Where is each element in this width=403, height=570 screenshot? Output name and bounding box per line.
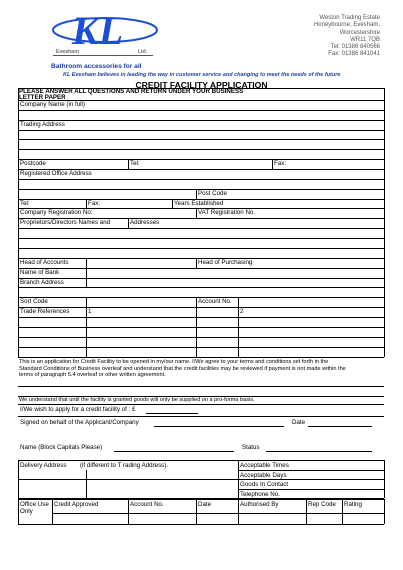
status-line[interactable] [266,451,372,452]
sort-code-label: Sort Code [20,298,48,305]
telephone-no-label: Telephone No. [240,491,280,498]
terms-line: terms of paragraph 5.4 overleaf or other written agreement. [19,372,166,379]
instruction-line-2: LETTER PAPER [19,94,66,101]
form-title: CREDIT FACILITY APPLICATION [135,80,268,90]
company-name-label: Company Name (in full) [20,101,85,108]
office-use-only-label: Only [20,508,33,515]
fax-label-2: Fax: [88,200,101,207]
trading-address-label: Trading Address [20,121,65,128]
credit-wish-label: I/We wish to apply for a credit facility of : £ [20,406,136,413]
trade-ref-2: 2 [240,308,244,315]
head-of-purchasing-label: Head of Purchasing [198,259,253,266]
logo-text: KL [72,8,124,53]
date-line[interactable] [308,426,372,427]
terms-line: This is an application for Credit Facility to be opened in my/our name. I/We agree to your terms and conditions set forth in the [19,359,329,365]
company-reg-label: Company Registration No: [20,209,93,216]
acceptable-times-label: Acceptable Times [240,462,289,469]
goods-in-contact-label: Goods In Contact [240,481,289,488]
address-line: Honeybourne, Evesham, [313,22,380,29]
name-block-label: Name (Block Capitals Please) [20,444,103,451]
terms-line: Standard Conditions of Business overleaf and understand that the credit facilities may be reviewed if payment is not made within the [19,365,346,372]
proprietors-label: Proprietors/Directors Names and [20,219,111,226]
rep-code-label: Rep Code [308,501,336,508]
address-line: Worcestershire [339,29,380,36]
instruction-line-1: PLEASE ANSWER ALL QUESTIONS AND RETURN UNDER YOUR BUSINESS [19,88,244,95]
subtagline: KL Evesham believes in leading the way in customer service and changing to meet the needs of the future [63,72,341,78]
vat-reg-label: VAT Registration No. [198,209,256,216]
post-code-label: Post Code [198,190,227,197]
credit-approved-label: Credit Approved [54,501,99,508]
trade-references-label: Trade References [20,308,70,315]
address-line: Fax: 01386 841041 [328,51,380,58]
tel-label-2: Tel: [20,200,30,207]
fax-label: Fax: [274,160,287,167]
addresses-label: Addresses [130,219,160,226]
pro-forma-text: We understand that until the facility is granted goods will only be supplied on a pro-forma basis. [19,397,255,403]
if-different-label: (if different to T rading Address). [80,462,169,469]
postcode-label: Postcode [20,160,46,167]
tagline: Bathroom accessories for all [51,63,142,70]
name-line[interactable] [114,451,234,452]
tel-label: Tel: [130,160,140,167]
delivery-address-label: Delivery Address [20,462,67,469]
office-date-label: Date [198,501,212,508]
date-label: Date [292,419,306,426]
name-of-bank-label: Name of Bank [20,269,60,276]
head-of-accounts-label: Head of Accounts [20,259,69,266]
acceptable-days-label: Acceptable Days [240,472,287,479]
registered-office-label: Registered Office Address [20,170,92,177]
logo-sub-left: Evesham [56,49,79,55]
account-no-label: Account No. [198,298,232,305]
authorised-by-label: Authorised By [240,501,279,508]
signed-label: Signed on behalf of the Applicant/Company [20,419,139,426]
address-line: Weston Trading Estate [319,15,380,21]
office-use-label: Office Use [20,501,49,508]
logo-sub-right: Ltd. [138,49,148,55]
address-line: WR11 7QB [350,36,380,43]
company-address [282,15,380,59]
status-label: Status [242,444,260,451]
address-line: Tel: 01386 840566 [330,44,380,51]
office-account-no-label: Account No. [130,501,164,508]
terms-paragraph [19,359,346,379]
years-established-label: Years Established [174,200,224,207]
branch-address-label: Branch Address [20,279,64,286]
signature-line[interactable] [154,426,284,427]
trade-ref-1: 1 [88,308,92,315]
rating-label: Rating [344,501,362,508]
